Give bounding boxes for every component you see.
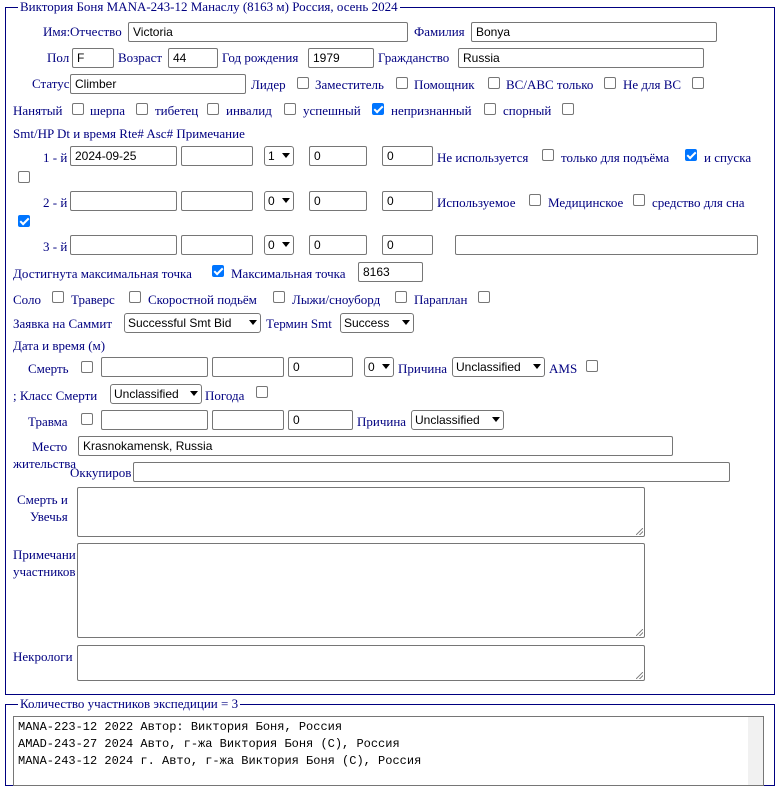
paraglider-label: Параплан	[414, 292, 468, 307]
death-checkbox[interactable]	[81, 361, 93, 373]
tibetan-label: тибетец	[155, 103, 199, 118]
deputy-checkbox[interactable]	[396, 77, 408, 89]
successful-label: успешный	[303, 103, 361, 118]
citizenship-input[interactable]	[458, 48, 704, 68]
resize-grip-icon[interactable]	[636, 528, 643, 535]
attempt-2-time-input[interactable]	[181, 191, 253, 211]
unrecognized-checkbox[interactable]	[484, 103, 496, 115]
death-class-label: ; Класс Смерти	[13, 388, 98, 403]
o2-not-used-label: Не используется	[437, 150, 529, 165]
attempt-3-time-input[interactable]	[181, 235, 253, 255]
name-label: Имя:	[43, 24, 71, 39]
chevron-down-icon	[190, 391, 198, 396]
surname-input[interactable]	[471, 22, 717, 42]
assistant-label: Помощник	[414, 77, 475, 92]
first-name-input[interactable]	[128, 22, 408, 42]
chevron-down-icon	[533, 364, 541, 369]
birth-year-input[interactable]	[308, 48, 374, 68]
ams-label: AMS	[549, 361, 578, 376]
injury-date-input[interactable]	[101, 410, 208, 430]
member-notes-label-2: участников	[13, 564, 76, 579]
solo-label: Соло	[13, 292, 41, 307]
tibetan-checkbox[interactable]	[207, 103, 219, 115]
obituary-textarea[interactable]	[77, 645, 645, 681]
chevron-down-icon	[282, 198, 290, 203]
ams-checkbox[interactable]	[586, 360, 598, 372]
death-injury-label-2: Увечья	[30, 509, 68, 524]
leader-checkbox[interactable]	[297, 77, 309, 89]
age-input[interactable]	[168, 48, 218, 68]
highpoint-reached-label: Достигнута максимальная точка	[13, 266, 192, 281]
sleep-aid-checkbox[interactable]	[18, 215, 30, 227]
sherpa-label: шерпа	[90, 103, 126, 118]
solo-checkbox[interactable]	[52, 291, 64, 303]
death-label: Смерть	[28, 361, 69, 376]
bc-abc-checkbox[interactable]	[604, 77, 616, 89]
residence-label: Место	[32, 439, 68, 454]
list-item[interactable]: MANA-243-12 2024 г. Авто, г-жа Виктория Боня (С), Россия	[18, 754, 422, 768]
ski-checkbox[interactable]	[395, 291, 407, 303]
surname-label: Фамилия	[414, 24, 465, 39]
speed-checkbox[interactable]	[273, 291, 285, 303]
attempt-2-label: 2 - й	[43, 195, 68, 210]
death-class-select[interactable]: Unclassified	[110, 384, 202, 404]
attempt-3-date-input[interactable]	[70, 235, 177, 255]
occupation-input[interactable]	[133, 462, 730, 482]
summit-term-label: Термин Smt	[266, 316, 332, 331]
attempts-header: Smt/HP Dt и время Rte# Asc# Примечание	[13, 126, 245, 141]
highpoint-reached-checkbox[interactable]	[212, 265, 224, 277]
death-date-input[interactable]	[101, 357, 208, 377]
patronymic-label: Отчество	[70, 24, 122, 39]
member-notes-label: Примечани	[13, 547, 76, 562]
disputed-checkbox[interactable]	[562, 103, 574, 115]
expedition-list[interactable]	[13, 716, 764, 786]
injury-reason-label: Причина	[357, 414, 407, 429]
chevron-down-icon	[382, 364, 390, 369]
and-descent-label: и спуска	[704, 150, 752, 165]
attempt-1-date-input[interactable]	[70, 146, 177, 166]
death-reason-select[interactable]: Unclassified	[452, 357, 545, 377]
summit-term-select[interactable]: Success	[340, 313, 414, 333]
traverse-checkbox[interactable]	[129, 291, 141, 303]
assistant-checkbox[interactable]	[488, 77, 500, 89]
not-bc-label: Не для BC	[623, 77, 682, 92]
ski-label: Лыжи/сноуборд	[292, 292, 381, 307]
expedition-legend: Количество участников экспедиции = 3	[20, 696, 239, 711]
attempt-3-route-select[interactable]: 0	[264, 235, 294, 255]
attempt-2-asc1-input[interactable]	[309, 191, 367, 211]
list-item[interactable]: AMAD-243-27 2024 Авто, г-жа Виктория Боня (С), Россия	[18, 737, 400, 751]
residence-label-2: жительства	[13, 456, 76, 471]
attempt-2-route-select[interactable]: 0	[264, 191, 294, 211]
sleep-aid-label: средство для сна	[652, 195, 745, 210]
paraglider-checkbox[interactable]	[478, 291, 490, 303]
resize-grip-icon[interactable]	[636, 629, 643, 636]
death-reason-label: Причина	[398, 361, 448, 376]
member-legend: Виктория Боня MANA-243-12 Манаслу (8163 м) Россия, осень 2024	[20, 0, 398, 14]
o2-used-checkbox[interactable]	[529, 194, 541, 206]
summit-bid-select[interactable]: Successful Smt Bid	[124, 313, 261, 333]
attempt-2-date-input[interactable]	[70, 191, 177, 211]
attempt-3-asc1-input[interactable]	[309, 235, 367, 255]
medical-checkbox[interactable]	[633, 194, 645, 206]
ascent-only-label: только для подъёма	[561, 150, 670, 165]
attempt-3-note-input[interactable]	[455, 235, 758, 255]
death-injury-label: Смерть и	[17, 492, 68, 507]
birth-year-label: Год рождения	[222, 50, 299, 65]
attempt-3-asc2-input[interactable]	[382, 235, 433, 255]
member-notes-textarea[interactable]	[77, 543, 645, 638]
sex-label: Пол	[47, 50, 70, 65]
hired-label: Нанятый	[13, 103, 63, 118]
injury-label: Травма	[28, 414, 68, 429]
max-point-label: Максимальная точка	[231, 266, 346, 281]
bc-abc-label: BC/ABC только	[506, 77, 594, 92]
resize-grip-icon[interactable]	[636, 672, 643, 679]
chevron-down-icon	[402, 320, 410, 325]
injury-checkbox[interactable]	[81, 413, 93, 425]
injury-height-input[interactable]	[288, 410, 353, 430]
o2-used-label: Используемое	[437, 195, 516, 210]
death-injury-textarea[interactable]	[77, 487, 645, 537]
speed-label: Скоростной подьём	[148, 292, 257, 307]
attempt-1-route-select[interactable]: 1	[264, 146, 294, 166]
attempt-1-label: 1 - й	[43, 150, 68, 165]
attempt-3-label: 3 - й	[43, 239, 68, 254]
medical-label: Медицинское	[548, 195, 624, 210]
status-label: Статус	[32, 76, 70, 91]
residence-input[interactable]	[78, 436, 673, 456]
disabled-checkbox[interactable]	[284, 103, 296, 115]
deputy-label: Заместитель	[315, 77, 384, 92]
age-label: Возраст	[118, 50, 163, 65]
chevron-down-icon	[492, 417, 500, 422]
leader-label: Лидер	[251, 77, 286, 92]
chevron-down-icon	[249, 320, 257, 325]
injury-reason-select[interactable]: Unclassified	[411, 410, 504, 430]
attempt-1-asc1-input[interactable]	[309, 146, 367, 166]
disabled-label: инвалид	[226, 103, 272, 118]
attempt-1-time-input[interactable]	[181, 146, 253, 166]
traverse-label: Траверс	[71, 292, 115, 307]
and-descent-checkbox[interactable]	[18, 171, 30, 183]
death-datetime-label: Дата и время (м)	[13, 338, 106, 353]
citizenship-label: Гражданство	[378, 50, 450, 65]
status-input[interactable]	[70, 74, 246, 94]
sherpa-checkbox[interactable]	[136, 103, 148, 115]
not-bc-checkbox[interactable]	[692, 77, 704, 89]
injury-time-input[interactable]	[212, 410, 284, 430]
list-item[interactable]: MANA-223-12 2022 Автор: Виктория Боня, Россия	[18, 720, 343, 734]
weather-checkbox[interactable]	[256, 386, 268, 398]
summit-bid-label: Заявка на Саммит	[13, 316, 113, 331]
unrecognized-label: непризнанный	[391, 103, 472, 118]
occupation-label: Оккупиров	[70, 465, 132, 480]
chevron-down-icon	[282, 242, 290, 247]
death-select[interactable]: 0	[364, 357, 394, 377]
obituary-label: Некрологи	[13, 649, 73, 664]
disputed-label: спорный	[503, 103, 552, 118]
chevron-down-icon	[282, 153, 290, 158]
attempt-2-asc2-input[interactable]	[382, 191, 433, 211]
successful-checkbox[interactable]	[372, 103, 384, 115]
weather-label: Погода	[205, 388, 245, 403]
max-point-input[interactable]	[358, 262, 423, 282]
hired-checkbox[interactable]	[72, 103, 84, 115]
o2-not-used-checkbox[interactable]	[542, 149, 554, 161]
death-time-input[interactable]	[212, 357, 284, 377]
sex-input[interactable]	[72, 48, 114, 68]
death-height-input[interactable]	[288, 357, 353, 377]
ascent-only-checkbox[interactable]	[685, 149, 697, 161]
attempt-1-asc2-input[interactable]	[382, 146, 433, 166]
